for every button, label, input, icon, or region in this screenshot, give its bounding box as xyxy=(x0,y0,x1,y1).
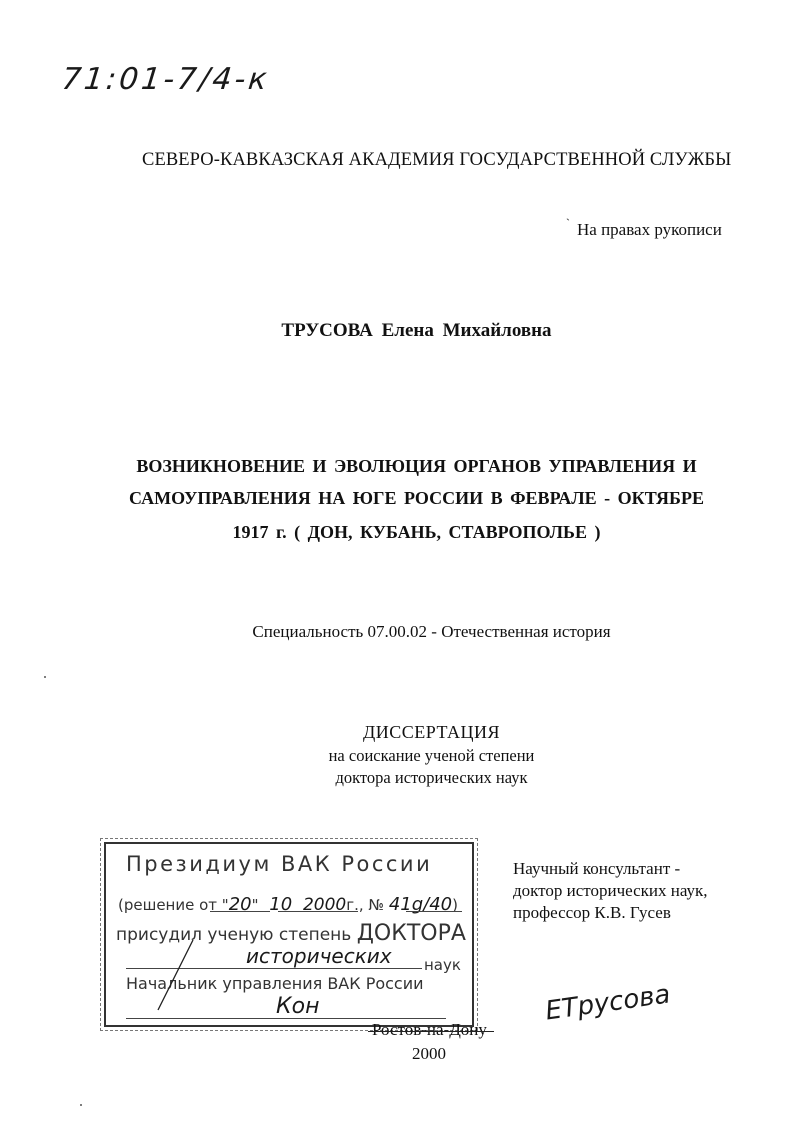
stamp-underline xyxy=(278,911,358,912)
author-signature: ЕТрусова xyxy=(543,979,673,1027)
document-type-heading: ДИССЕРТАЦИЯ xyxy=(362,722,501,742)
scan-tick-mark: ˋ xyxy=(566,216,570,230)
stamp-header: Президиум ВАК России xyxy=(126,852,433,876)
archive-code: 71:01-7/4-к xyxy=(60,62,272,97)
stamp-underline xyxy=(210,911,270,912)
city: Ростов-на-Дону xyxy=(372,1020,487,1039)
stamp-field-handwritten: исторических xyxy=(246,944,392,968)
degree-name: доктора исторических наук xyxy=(335,768,528,787)
stamp-awarded-degree: ДОКТОРА xyxy=(356,921,466,946)
stamp-underline xyxy=(406,911,462,912)
stamp-chief-signature: Кон xyxy=(276,994,320,1019)
stamp-decision-day: 20 xyxy=(228,894,252,915)
scan-speck xyxy=(44,676,46,678)
stamp-decision-prefix: (решение от " xyxy=(118,896,229,914)
consultant-name: профессор К.В. Гусев xyxy=(513,903,671,922)
rights-notice: На правах рукописи xyxy=(577,220,722,239)
consultant-role: Научный консультант - xyxy=(513,859,681,878)
stamp-chief-title: Начальник управления ВАК России xyxy=(126,974,424,993)
author-name: ТРУСОВА Елена Михайловна xyxy=(281,320,552,341)
dissertation-title-line-3: 1917 г. ( ДОН, КУБАНЬ, СТАВРОПОЛЬЕ ) xyxy=(232,522,601,542)
dissertation-title-line-1: ВОЗНИКНОВЕНИЕ И ЭВОЛЮЦИЯ ОРГАНОВ УПРАВЛЕНИЯ И xyxy=(136,456,697,476)
institution-name: СЕВЕРО-КАВКАЗСКАЯ АКАДЕМИЯ ГОСУДАРСТВЕННОЙ СЛУЖБЫ xyxy=(142,150,732,170)
stamp-decision-year-suffix: г., № xyxy=(346,896,385,914)
stamp-decision-close: ) xyxy=(452,896,458,914)
degree-purpose: на соискание ученой степени xyxy=(328,746,535,765)
stamp-field-suffix: наук xyxy=(424,956,461,974)
year: 2000 xyxy=(412,1044,446,1063)
stamp-pen-stroke xyxy=(148,936,208,1016)
stamp-decision-number: 41g/40 xyxy=(388,894,453,915)
scientific-consultant xyxy=(513,858,783,924)
specialty: Специальность 07.00.02 - Отечественная история xyxy=(252,622,611,641)
city-strikethrough xyxy=(368,1031,494,1032)
stamp-underline xyxy=(126,1018,446,1019)
stamp-decision-year: 2000 xyxy=(302,895,347,915)
stamp-decision-separator: " xyxy=(251,896,259,914)
dissertation-title-line-2: САМОУПРАВЛЕНИЯ НА ЮГЕ РОССИИ В ФЕВРАЛЕ - ОКТЯБРЕ xyxy=(129,488,704,508)
consultant-degree: доктор исторических наук, xyxy=(513,881,708,900)
scan-speck xyxy=(80,1104,82,1106)
stamp-awarded-prefix: присудил ученую степень xyxy=(116,925,352,945)
vak-approval-stamp xyxy=(104,842,474,1027)
stamp-decision-month: 10 xyxy=(269,894,293,915)
